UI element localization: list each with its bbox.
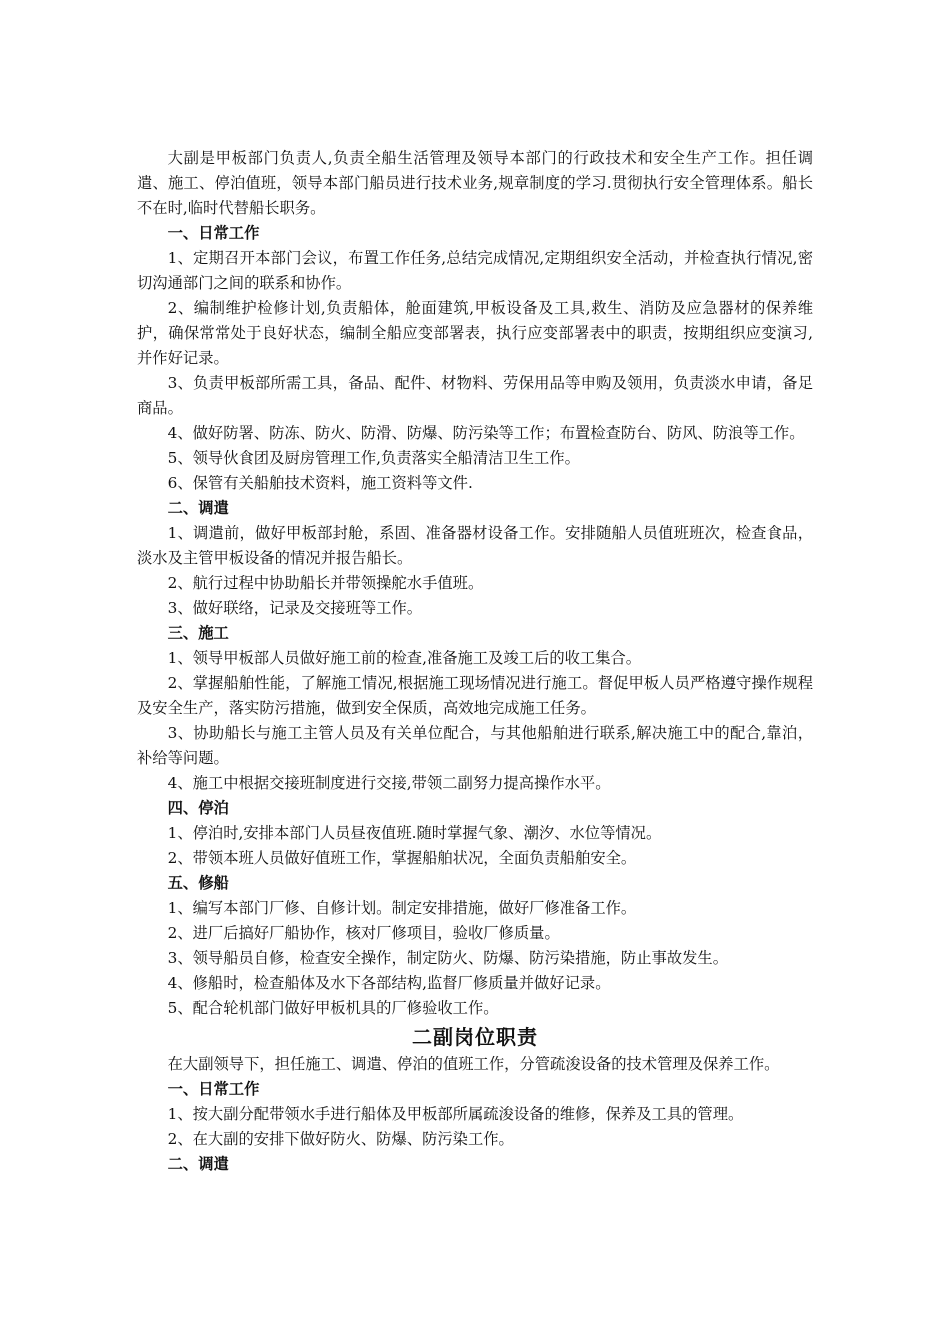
list-item: 3、做好联络，记录及交接班等工作。 <box>167 599 423 617</box>
list-item: 2、带领本班人员做好值班工作，掌握船舶状况，全面负责船舶安全。 <box>167 849 637 867</box>
section-heading-berthing: 四、停泊 <box>167 799 229 817</box>
list-item: 1、定期召开本部门会议，布置工作任务,总结完成情况,定期组织安全活动，并检查执行情况,密切沟通部门之间的联系和协作。 <box>137 249 813 292</box>
section-heading-ship-repair: 五、修船 <box>167 874 229 892</box>
section-heading-construction: 三、施工 <box>167 624 229 642</box>
list-item: 1、停泊时,安排本部门人员昼夜值班.随时掌握气象、潮汐、水位等情况。 <box>167 824 662 842</box>
chief-mate-intro: 大副是甲板部门负责人,负责全船生活管理及领导本部门的行政技术和安全生产工作。担任调遣、施工、停泊值班，领导本部门船员进行技术业务,规章制度的学习.贯彻执行安全管理体系。船长不在时,临时代替船长职务。 <box>137 149 813 217</box>
second-mate-intro: 在大副领导下，担任施工、调遣、停泊的值班工作，分管疏浚设备的技术管理及保养工作。 <box>167 1055 780 1073</box>
list-item: 1、编写本部门厂修、自修计划。制定安排措施，做好厂修准备工作。 <box>167 899 637 917</box>
list-item: 5、领导伙食团及厨房管理工作,负责落实全船清洁卫生工作。 <box>167 449 580 467</box>
list-item: 6、保管有关船舶技术资料，施工资料等文件. <box>167 474 473 492</box>
list-item: 1、调遣前，做好甲板部封舱，系固、准备器材设备工作。安排随船人员值班班次，检查食品，淡水及主管甲板设备的情况并报告船长。 <box>137 524 813 567</box>
list-item: 2、掌握船舶性能，了解施工情况,根据施工现场情况进行施工。督促甲板人员严格遵守操作规程及安全生产，落实防污措施，做到安全保质，高效地完成施工任务。 <box>137 674 813 717</box>
list-item: 2、在大副的安排下做好防火、防爆、防污染工作。 <box>167 1130 514 1148</box>
list-item: 4、做好防署、防冻、防火、防滑、防爆、防污染等工作；布置检查防台、防风、防浪等工作。 <box>167 424 805 442</box>
list-item: 2、进厂后搞好厂船协作，核对厂修项目，验收厂修质量。 <box>167 924 560 942</box>
list-item: 5、配合轮机部门做好甲板机具的厂修验收工作。 <box>167 999 499 1017</box>
list-item: 4、施工中根据交接班制度进行交接,带领二副努力提高操作水平。 <box>167 774 611 792</box>
list-item: 1、领导甲板部人员做好施工前的检查,准备施工及竣工后的收工集合。 <box>167 649 642 667</box>
list-item: 1、按大副分配带领水手进行船体及甲板部所属疏浚设备的维修，保养及工具的管理。 <box>167 1105 744 1123</box>
list-item: 2、编制维护检修计划,负责船体，舱面建筑,甲板设备及工具,救生、消防及应急器材的保养维护，确保常常处于良好状态，编制全船应变部署表，执行应变部署表中的职责，按期组织应变演习,并作好记录。 <box>137 299 813 367</box>
document-page <box>137 146 813 1177</box>
list-item: 3、负责甲板部所需工具，备品、配件、材物料、劳保用品等申购及领用，负责淡水申请，备足商品。 <box>137 374 813 417</box>
list-item: 4、修船时，检查船体及水下各部结构,监督厂修质量并做好记录。 <box>167 974 611 992</box>
second-mate-heading-dispatch: 二、调遣 <box>167 1155 229 1173</box>
second-mate-heading-daily-work: 一、日常工作 <box>167 1080 260 1098</box>
list-item: 2、航行过程中协助船长并带领操舵水手值班。 <box>167 574 484 592</box>
list-item: 3、领导船员自修，检查安全操作，制定防火、防爆、防污染措施，防止事故发生。 <box>167 949 729 967</box>
section-heading-dispatch: 二、调遣 <box>167 499 229 517</box>
list-item: 3、协助船长与施工主管人员及有关单位配合，与其他船舶进行联系,解决施工中的配合,靠泊，补给等问题。 <box>137 724 813 767</box>
second-mate-title: 二副岗位职责 <box>412 1025 538 1049</box>
section-heading-daily-work: 一、日常工作 <box>167 224 260 242</box>
